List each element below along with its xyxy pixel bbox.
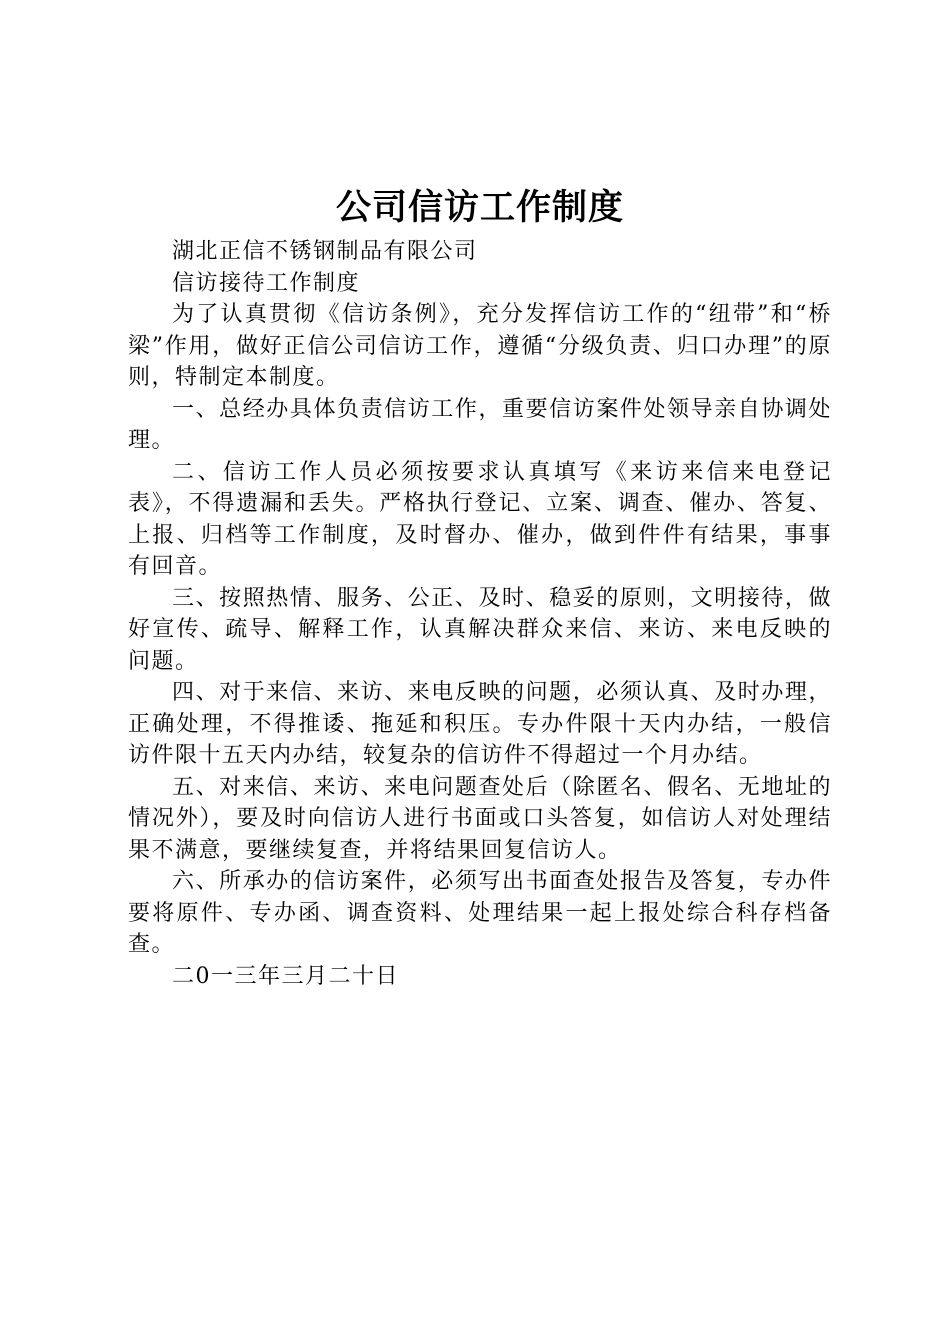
rule-paragraph-3: 三、按照热情、服务、公正、及时、稳妥的原则，文明接待，做好宣传、疏导、解释工作，认真解决群众来信、来访、来电反映的问题。 [128, 585, 832, 674]
document-date: 二0一三年三月二十日 [172, 963, 399, 989]
rule-paragraph-5: 五、对来信、来访、来电问题查处后（除匿名、假名、无地址的情况外），要及时向信访人进行书面或口头答复，如信访人对处理结果不满意，要继续复查，并将结果回复信访人。 [128, 774, 832, 863]
company-name: 湖北正信不锈钢制品有限公司 [172, 239, 478, 264]
rule-paragraph-4: 四、对于来信、来访、来电反映的问题，必须认真、及时办理，正确处理，不得推诿、拖延和积压。专办件限十天内办结，一般信访件限十五天内办结，较复杂的信访件不得超过一个月办结。 [128, 680, 832, 768]
document-page [128, 186, 832, 992]
document-subtitle: 信访接待工作制度 [172, 270, 361, 296]
intro-paragraph: 为了认真贯彻《信访条例》，充分发挥信访工作的“纽带”和“桥梁”作用，做好正信公司信访工作，遵循“分级负责、归口办理”的原则，特制定本制度。 [128, 302, 832, 390]
document-title: 公司信访工作制度 [335, 188, 624, 228]
rule-paragraph-1: 一、总经办具体负责信访工作，重要信访案件处领导亲自协调处理。 [128, 396, 832, 453]
rule-paragraph-2: 二、信访工作人员必须按要求认真填写《来访来信来电登记表》，不得遗漏和丢失。严格执行登记、立案、调查、催办、答复、上报、归档等工作制度，及时督办、催办，做到件件有结果，事事有回音。 [128, 459, 832, 579]
rule-paragraph-6: 六、所承办的信访案件，必须写出书面查处报告及答复，专办件要将原件、专办函、调查资料、处理结果一起上报处综合科存档备查。 [128, 869, 832, 957]
